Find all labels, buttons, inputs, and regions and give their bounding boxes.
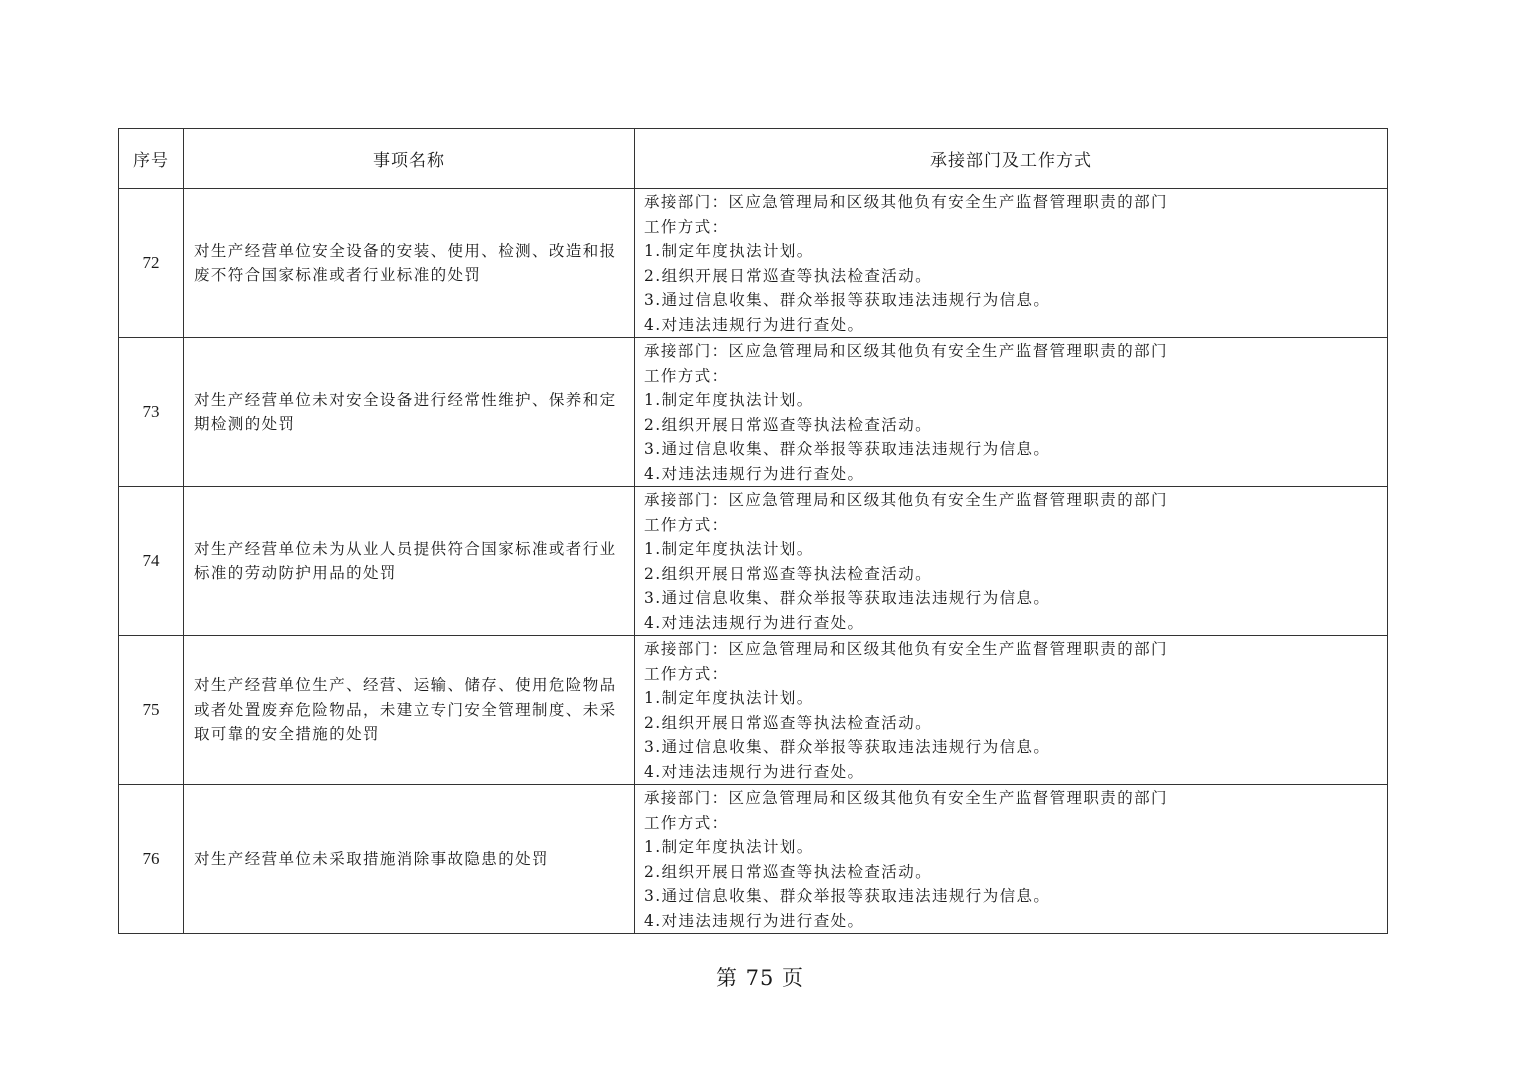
table-row xyxy=(119,338,1388,487)
department-method-line: 2.组织开展日常巡查等执法检查活动。 xyxy=(644,862,932,881)
table-body xyxy=(119,189,1388,934)
header-department-method: 承接部门及工作方式 xyxy=(635,129,1388,189)
row-serial-no: 72 xyxy=(119,189,184,338)
row-department-method xyxy=(635,785,1388,934)
table-row xyxy=(119,785,1388,934)
row-matter-name: 对生产经营单位未对安全设备进行经常性维护、保养和定期检测的处罚 xyxy=(184,338,635,487)
row-matter-name: 对生产经营单位安全设备的安装、使用、检测、改造和报废不符合国家标准或者行业标准的处罚 xyxy=(184,189,635,338)
department-method-line: 2.组织开展日常巡查等执法检查活动。 xyxy=(644,564,932,583)
row-serial-no: 73 xyxy=(119,338,184,487)
row-department-method xyxy=(635,487,1388,636)
department-method-line: 3.通过信息收集、群众举报等获取违法违规行为信息。 xyxy=(644,291,1051,309)
department-method-line: 工作方式： xyxy=(644,366,729,385)
table-row xyxy=(119,487,1388,636)
department-method-line: 承接部门：区应急管理局和区级其他负有安全生产监督管理职责的部门 xyxy=(644,342,1168,360)
table-header-row xyxy=(119,129,1388,189)
matters-table xyxy=(118,128,1388,934)
department-method-line: 2.组织开展日常巡查等执法检查活动。 xyxy=(644,415,932,434)
row-matter-name: 对生产经营单位生产、经营、运输、储存、使用危险物品或者处置废弃危险物品，未建立专门安全管理制度、未采取可靠的安全措施的处罚 xyxy=(184,636,635,785)
page-number: 第 75 页 xyxy=(715,966,805,990)
department-method-line: 承接部门：区应急管理局和区级其他负有安全生产监督管理职责的部门 xyxy=(644,789,1168,807)
department-method-line: 4.对违法违规行为进行查处。 xyxy=(644,613,865,632)
department-method-line: 承接部门：区应急管理局和区级其他负有安全生产监督管理职责的部门 xyxy=(644,640,1168,658)
department-method-line: 工作方式： xyxy=(644,813,729,832)
row-matter-name: 对生产经营单位未采取措施消除事故隐患的处罚 xyxy=(184,785,635,934)
department-method-line: 4.对违法违规行为进行查处。 xyxy=(644,315,865,334)
department-method-line: 3.通过信息收集、群众举报等获取违法违规行为信息。 xyxy=(644,589,1051,607)
row-department-method xyxy=(635,636,1388,785)
row-serial-no: 74 xyxy=(119,487,184,636)
department-method-line: 1.制定年度执法计划。 xyxy=(644,391,814,409)
department-method-line: 工作方式： xyxy=(644,217,729,236)
department-method-line: 1.制定年度执法计划。 xyxy=(644,540,814,558)
department-method-line: 3.通过信息收集、群众举报等获取违法违规行为信息。 xyxy=(644,887,1051,905)
department-method-line: 工作方式： xyxy=(644,515,729,534)
department-method-line: 3.通过信息收集、群众举报等获取违法违规行为信息。 xyxy=(644,440,1051,458)
department-method-line: 3.通过信息收集、群众举报等获取违法违规行为信息。 xyxy=(644,738,1051,756)
department-method-line: 工作方式： xyxy=(644,664,729,683)
row-serial-no: 76 xyxy=(119,785,184,934)
department-method-line: 承接部门：区应急管理局和区级其他负有安全生产监督管理职责的部门 xyxy=(644,193,1168,211)
department-method-line: 4.对违法违规行为进行查处。 xyxy=(644,911,865,930)
table-row xyxy=(119,189,1388,338)
row-department-method xyxy=(635,189,1388,338)
department-method-line: 1.制定年度执法计划。 xyxy=(644,689,814,707)
header-matter-name: 事项名称 xyxy=(184,129,635,189)
table-row xyxy=(119,636,1388,785)
header-serial-no: 序号 xyxy=(119,129,184,189)
department-method-line: 1.制定年度执法计划。 xyxy=(644,838,814,856)
department-method-line: 2.组织开展日常巡查等执法检查活动。 xyxy=(644,266,932,285)
row-serial-no: 75 xyxy=(119,636,184,785)
department-method-line: 4.对违法违规行为进行查处。 xyxy=(644,762,865,781)
department-method-line: 1.制定年度执法计划。 xyxy=(644,242,814,260)
department-method-line: 2.组织开展日常巡查等执法检查活动。 xyxy=(644,713,932,732)
department-method-line: 4.对违法违规行为进行查处。 xyxy=(644,464,865,483)
department-method-line: 承接部门：区应急管理局和区级其他负有安全生产监督管理职责的部门 xyxy=(644,491,1168,509)
row-matter-name: 对生产经营单位未为从业人员提供符合国家标准或者行业标准的劳动防护用品的处罚 xyxy=(184,487,635,636)
row-department-method xyxy=(635,338,1388,487)
